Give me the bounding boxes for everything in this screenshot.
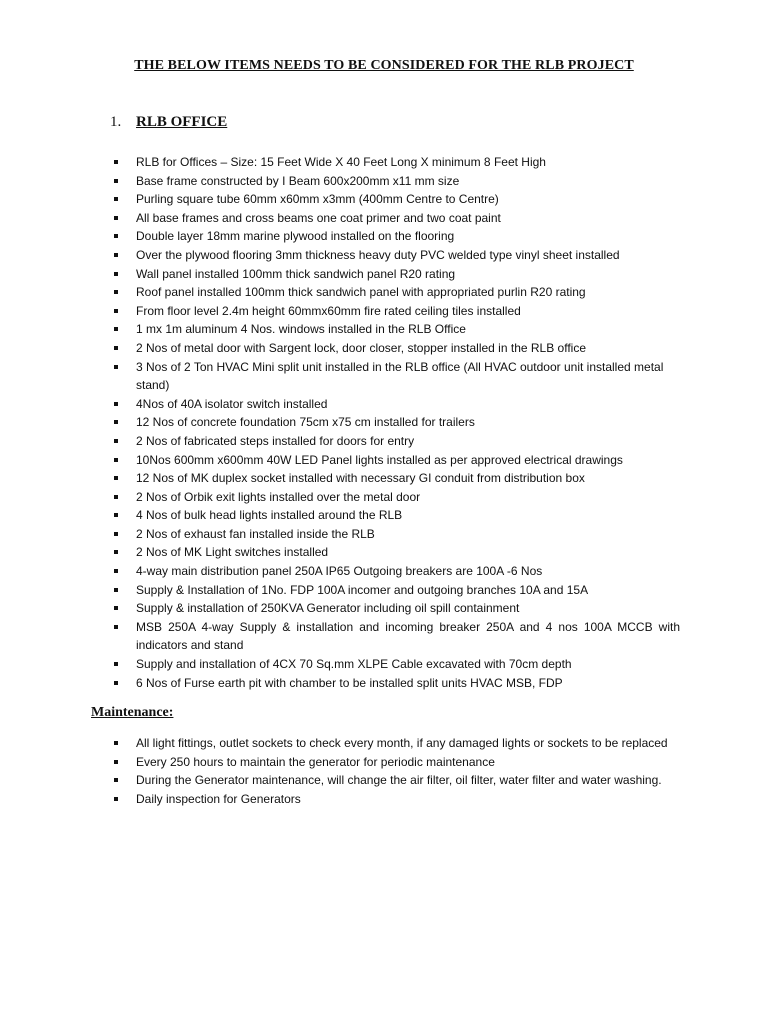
list-item [112,432,680,451]
list-item-text: Wall panel installed 100mm thick sandwich panel R20 rating [136,266,456,281]
list-item-text: 2 Nos of MK Light switches installed [136,545,329,560]
bullet-icon [114,234,118,238]
list-item-text: Over the plywood flooring 3mm thickness heavy duty PVC welded type vinyl sheet installed [136,247,620,262]
list-item [112,320,680,339]
list-item-text: 2 Nos of Orbik exit lights installed over the metal door [136,489,421,504]
list-item-text: 4 Nos of bulk head lights installed around the RLB [136,508,403,523]
maintenance-heading: Maintenance: [91,705,174,720]
bullet-icon [114,588,118,592]
list-item [112,395,680,414]
bullet-icon [114,458,118,462]
bullet-icon [114,495,118,499]
list-item [112,562,680,581]
bullet-icon [114,681,118,685]
list-item-text: Purling square tube 60mm x60mm x3mm (400mm Centre to Centre) [136,192,499,207]
list-item-text: Base frame constructed by I Beam 600x200mm x11 mm size [136,173,460,188]
list-item [112,283,680,302]
list-item-text: Every 250 hours to maintain the generator for periodic maintenance [136,754,495,769]
bullet-icon [114,272,118,276]
document-title: THE BELOW ITEMS NEEDS TO BE CONSIDERED FOR THE RLB PROJECT [134,58,634,73]
list-item-text: Supply & installation of 250KVA Generator including oil spill containment [136,601,520,616]
list-item-text: 12 Nos of MK duplex socket installed with necessary GI conduit from distribution box [136,471,585,486]
list-item [112,153,680,172]
list-item-text: 4Nos of 40A isolator switch installed [136,396,328,411]
bullet-icon [114,662,118,666]
list-item [112,655,680,674]
list-item [112,451,680,470]
bullet-icon [114,327,118,331]
bullet-icon [114,513,118,517]
bullet-icon [114,778,118,782]
list-item-text: Roof panel installed 100mm thick sandwich panel with appropriated purlin R20 rating [136,285,586,300]
bullet-icon [114,197,118,201]
bullet-icon [114,606,118,610]
list-item-text: 4-way main distribution panel 250A IP65 Outgoing breakers are 100A -6 Nos [136,564,543,579]
list-item [112,771,680,790]
list-item [112,265,680,284]
list-item [112,525,680,544]
list-item-text: MSB 250A 4-way Supply & installation and incoming breaker 250A and 4 nos 100A MCCB with indicators and stand [136,619,680,653]
list-item-text: RLB for Offices – Size: 15 Feet Wide X 40 Feet Long X minimum 8 Feet High [136,155,546,169]
list-item-text: 2 Nos of fabricated steps installed for doors for entry [136,433,415,448]
list-item-text: Supply and installation of 4CX 70 Sq.mm XLPE Cable excavated with 70cm depth [136,657,572,672]
list-item-text: 3 Nos of 2 Ton HVAC Mini split unit installed in the RLB office (All HVAC outdoor unit installed metal stand) [136,359,664,393]
bullet-icon [114,420,118,424]
list-item [112,469,680,488]
list-item [112,543,680,562]
list-item-text: 2 Nos of exhaust fan installed inside the RLB [136,526,375,541]
bullet-icon [114,346,118,350]
bullet-icon [114,741,118,745]
bullet-icon [114,532,118,536]
list-item [112,734,680,753]
maintenance-item-list [112,734,680,808]
list-item [112,209,680,228]
list-item-text: All light fittings, outlet sockets to check every month, if any damaged lights or sockets to be replaced [136,736,668,750]
bullet-icon [114,253,118,257]
list-item-text: All base frames and cross beams one coat primer and two coat paint [136,210,501,225]
bullet-icon [114,797,118,801]
section-heading-label: RLB OFFICE [136,114,228,130]
section-number: 1. [110,114,122,130]
bullet-icon [114,216,118,220]
list-item [112,302,680,321]
bullet-icon [114,760,118,764]
list-item [112,172,680,191]
bullet-icon [114,309,118,313]
bullet-icon [114,550,118,554]
list-item-text: 12 Nos of concrete foundation 75cm x75 cm installed for trailers [136,415,475,430]
list-item [112,581,680,600]
list-item [112,358,680,395]
list-item-text: 2 Nos of metal door with Sargent lock, door closer, stopper installed in the RLB office [136,340,587,355]
bullet-icon [114,476,118,480]
list-item [112,413,680,432]
bullet-icon [114,402,118,406]
section-heading-rlb-office [110,114,227,131]
list-item [112,227,680,246]
list-item [112,190,680,209]
list-item [112,790,680,809]
bullet-icon [114,439,118,443]
rlb-office-item-list [112,153,680,692]
list-item-text: Supply & Installation of 1No. FDP 100A incomer and outgoing branches 10A and 15A [136,582,589,597]
list-item-text: Double layer 18mm marine plywood installed on the flooring [136,229,455,244]
bullet-icon [114,625,118,629]
list-item [112,599,680,618]
bullet-icon [114,290,118,294]
list-item-text: During the Generator maintenance, will change the air filter, oil filter, water filter and water washing. [136,773,662,788]
bullet-icon [114,569,118,573]
list-item-text: From floor level 2.4m height 60mmx60mm fire rated ceiling tiles installed [136,303,521,318]
list-item-text: 6 Nos of Furse earth pit with chamber to be installed split units HVAC MSB, FDP [136,675,563,690]
list-item [112,246,680,265]
bullet-icon [114,365,118,369]
list-item [112,753,680,772]
list-item [112,488,680,507]
list-item [112,618,680,655]
bullet-icon [114,179,118,183]
list-item-text: 1 mx 1m aluminum 4 Nos. windows installed in the RLB Office [136,322,466,337]
list-item-text: Daily inspection for Generators [136,791,301,806]
list-item [112,339,680,358]
list-item [112,674,680,693]
list-item [112,506,680,525]
bullet-icon [114,160,118,164]
list-item-text: 10Nos 600mm x600mm 40W LED Panel lights installed as per approved electrical drawings [136,452,623,467]
